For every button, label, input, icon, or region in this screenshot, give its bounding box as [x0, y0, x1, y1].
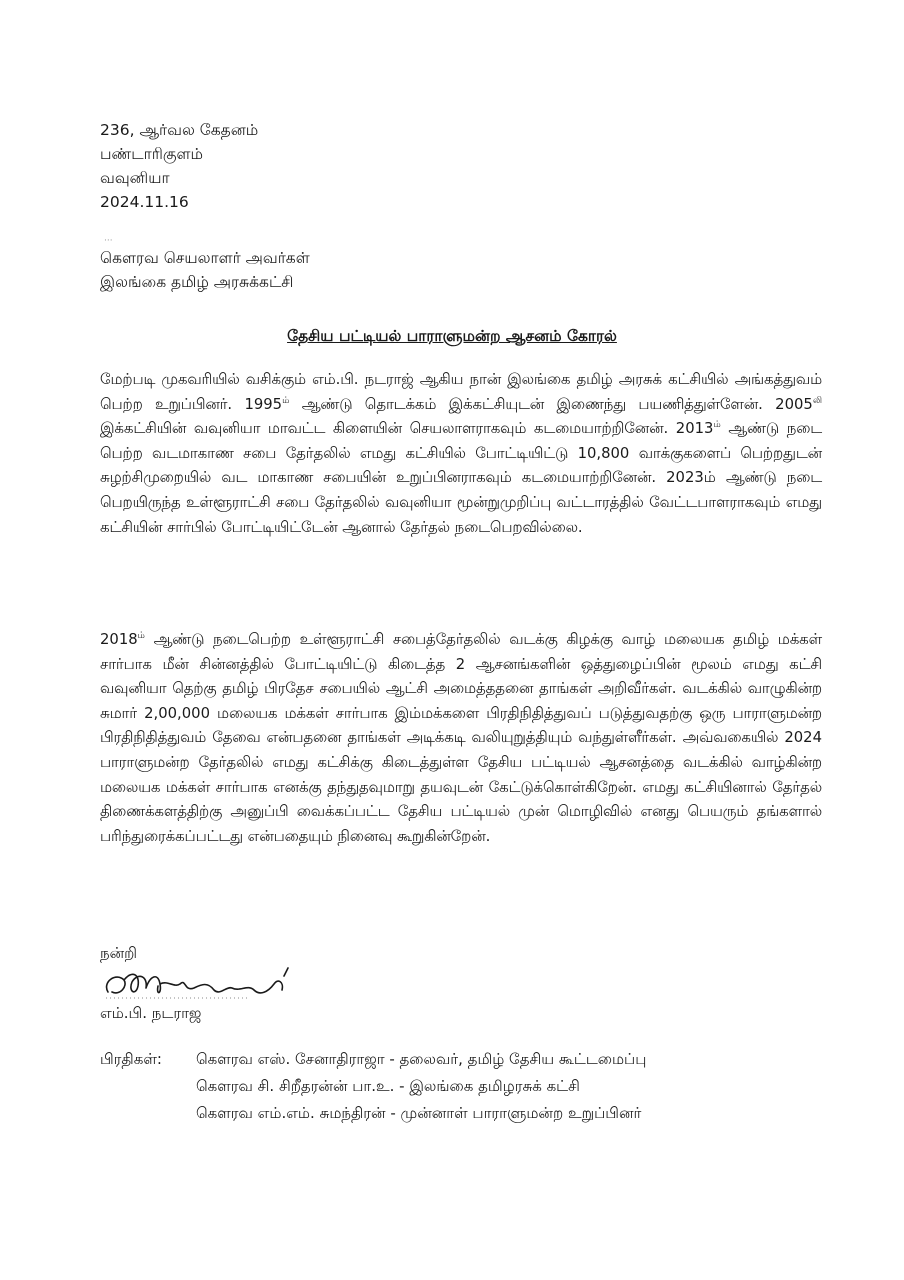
address-line-2: பண்டாரிகுளம்	[100, 145, 203, 163]
body-paragraph-2	[100, 628, 822, 849]
p1-superscript-1: ம்	[282, 395, 290, 406]
p1-text-c: இக்கட்சியின் வவுனியா மாவட்ட கிளையின் செயலாளராகவும் கடமையாற்றினேன். 2013	[100, 420, 714, 438]
recipient-block	[100, 246, 310, 294]
letter-date: 2024.11.16	[100, 193, 189, 211]
copies-list	[100, 1046, 646, 1127]
signature-image	[98, 962, 308, 1006]
copies-row-3	[100, 1100, 646, 1127]
p1-text-d: ஆண்டு நடை பெற்ற வடமாகாண சபை தேர்தலில் எமது கட்சியில் போட்டியிட்டு 10,800 வாக்குகளைப் பெற்றதுடன் சுழற்சிமுறையில் வட மாகாண சபையின் உறுப்பினராகவும் கடமையாற்றினேன். 2023ம் ஆண்டு நடை பெறயிருந்த உள்ளூராட்சி சபை தேர்தலில் வவுனியா மூன்றுமுறிப்பு வட்டாரத்தில் வேட்டபாளராகவும் எமது கட்சியின் சார்பில் போட்டியிட்டேன் ஆனால் தேர்தல் நடைபெறவில்லை.	[100, 420, 822, 536]
signatory-name: எம்.பி. நடராஜ	[100, 1004, 202, 1022]
copies-row-2	[100, 1073, 646, 1100]
letter-subject: தேசிய பட்டியல் பாராளுமன்ற ஆசனம் கோரல்	[287, 327, 617, 345]
copies-label: பிரதிகள்:	[100, 1050, 162, 1068]
address-line-3: வவுனியா	[100, 169, 170, 187]
copies-row-1	[100, 1046, 646, 1073]
scan-mark: ·⋅·	[104, 236, 113, 246]
copy-recipient-2: கௌரவ சி. சிறீதரன்ன் பா.உ. - இலங்கை தமிழரசுக் கட்சி	[196, 1077, 580, 1095]
p1-superscript-2: லி	[812, 395, 822, 406]
p2-text-b: ஆண்டு நடைபெற்ற உள்ளூராட்சி சபைத்தேர்தலில் வடக்கு கிழக்கு வாழ் மலையக தமிழ் மக்கள் சார்பாக மீன் சின்னத்தில் போட்டியிட்டு கிடைத்த 2 ஆசனங்களின் ஒத்துழைப்பின் மூலம் எமது கட்சி வவுனியா தெற்கு தமிழ் பிரதேச சபையில் ஆட்சி அமைத்ததனை தாங்கள் அறிவீர்கள். வடக்கில் வாழுகின்ற சுமார் 2,00,000 மலையக மக்கள் சார்பாக இம்மக்களை பிரதிநிதித்துவப் படுத்துவதற்கு ஒரு பாராளுமன்ற பிரதிநிதித்துவம் தேவை என்பதனை தாங்கள் அடிக்கடி வலியுறுத்தியும் வந்துள்ளீர்கள். அவ்வகையில் 2024 பாராளுமன்ற தேர்தலில் எமது கட்சிக்கு கிடைத்துள்ள தேசிய பட்டியல் ஆசனத்தை வடக்கில் வாழ்கின்ற மலையக மக்கள் சார்பாக எனக்கு தந்துதவுமாறு தயவுடன் கேட்டுக்கொள்கிறேன். எமது கட்சியினால் தேர்தல் திணைக்களத்திற்கு அனுப்பி வைக்கப்பட்ட தேசிய பட்டியல் முன் மொழிவில் எனது பெயரும் தங்களால் பரிந்துரைக்கப்பட்டது என்பதையும் நினைவு கூறுகின்றேன்.	[100, 631, 822, 845]
copy-recipient-3: கௌரவ எம்.எம். சுமந்திரன் - முன்னாள் பாராளுமன்ற உறுப்பினர்	[196, 1104, 642, 1122]
p1-text-b: ஆண்டு தொடக்கம் இக்கட்சியுடன் இணைந்து பயணித்துள்ளேன். 2005	[289, 395, 813, 413]
address-line-1: 236, ஆர்வல கேதனம்	[100, 121, 259, 139]
recipient-line-1: கௌரவ செயலாளர் அவர்கள்	[100, 249, 310, 267]
closing-thanks: நன்றி	[100, 944, 138, 962]
sender-address	[100, 118, 258, 214]
p2-text-a: 2018	[100, 631, 138, 648]
body-paragraph-1	[100, 368, 822, 540]
p2-superscript-1: ம்	[137, 631, 145, 642]
recipient-line-2: இலங்கை தமிழ் அரசுக்கட்சி	[100, 273, 294, 291]
p1-text-a: மேற்படி முகவரியில் வசிக்கும் எம்.பி. நடராஜ் ஆகிய நான் இலங்கை தமிழ் அரசுக் கட்சியில் அங்கத்துவம் பெற்ற உறுப்பினர். 1995	[100, 371, 822, 413]
p1-superscript-3: ம்	[713, 420, 721, 431]
copy-recipient-1: கௌரவ எஸ். சேனாதிராஜா - தலைவர், தமிழ் தேசிய கூட்டமைப்பு	[196, 1050, 647, 1068]
